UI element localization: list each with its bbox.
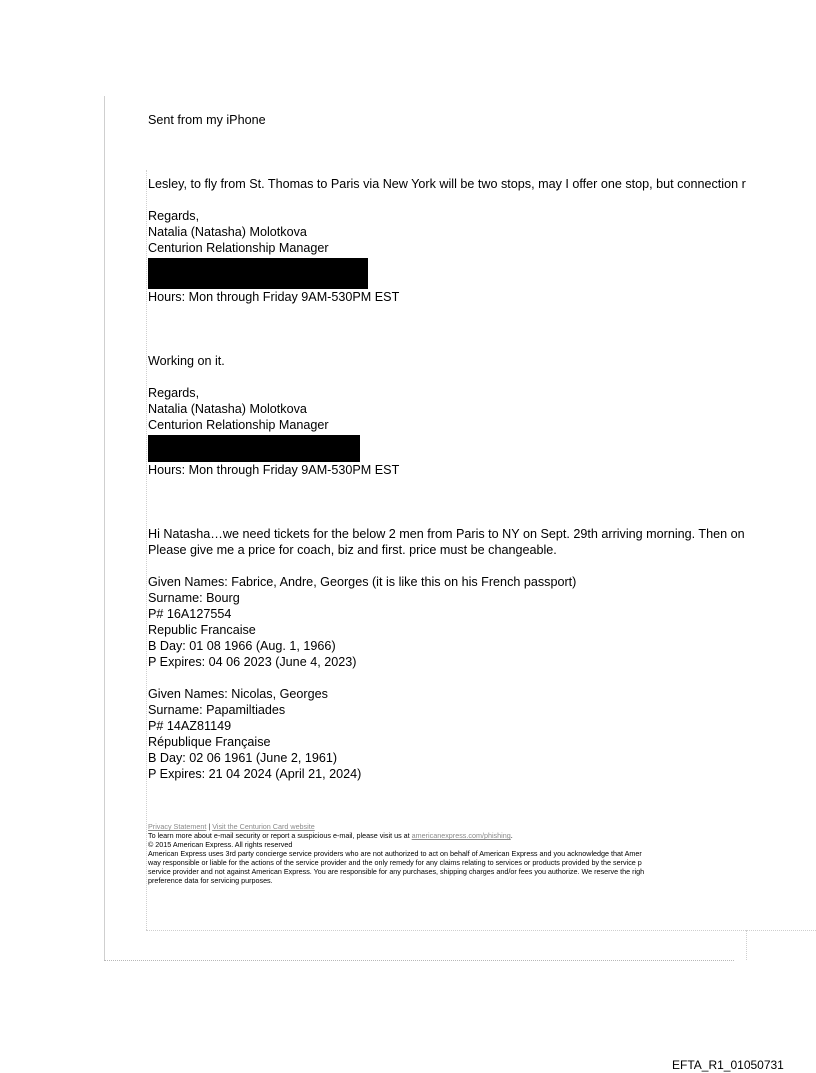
passenger-detail-line: Surname: Papamiltiades — [148, 703, 286, 717]
centurion-website-link[interactable]: Visit the Centurion Card website — [212, 822, 315, 831]
reply-1-hours: Hours: Mon through Friday 9AM-530PM EST — [148, 290, 400, 304]
message-frame-right-border — [746, 930, 747, 960]
page-frame-left-border — [104, 96, 105, 960]
passenger-detail-line: Given Names: Fabrice, Andre, Georges (it is like this on his French passport) — [148, 575, 577, 589]
reply-2-body: Working on it. — [148, 354, 225, 368]
redaction-block — [148, 258, 368, 289]
passenger-detail-line: Surname: Bourg — [148, 591, 240, 605]
reply-2-signature-name: Natalia (Natasha) Molotkova — [148, 402, 307, 416]
reply-1-body: Lesley, to fly from St. Thomas to Paris via New York will be two stops, may I offer one stop, but connection r — [148, 177, 746, 191]
footer-link-separator: | — [208, 822, 211, 831]
reply-1-signature-name: Natalia (Natasha) Molotkova — [148, 225, 307, 239]
passenger-2-details — [148, 686, 816, 782]
email-footer — [148, 822, 816, 885]
email-thread — [148, 112, 816, 782]
passenger-detail-line: P# 16A127554 — [148, 607, 232, 621]
document-id: EFTA_R1_01050731 — [672, 1058, 784, 1072]
disclaimer-line: American Express uses 3rd party concierge service providers who are not authorized to act on behalf of American Express and you acknowledge that Amer — [148, 849, 642, 858]
security-notice — [148, 831, 816, 840]
request-line-1: Hi Natasha…we need tickets for the below 2 men from Paris to NY on Sept. 29th arriving morning. Then on — [148, 527, 745, 541]
reply-1-signature-title: Centurion Relationship Manager — [148, 241, 329, 255]
reply-2-signature-title: Centurion Relationship Manager — [148, 418, 329, 432]
original-request — [148, 526, 816, 782]
disclaimer-line: way responsible or liable for the actions of the service provider and the only remedy for any claims relating to services or products provided by the service p — [148, 858, 642, 867]
sent-from-line: Sent from my iPhone — [148, 113, 266, 127]
privacy-statement-link[interactable]: Privacy Statement — [148, 822, 207, 831]
message-frame-bottom-border — [146, 930, 816, 931]
reply-2-regards: Regards, — [148, 386, 200, 400]
reply-1 — [148, 176, 816, 305]
passenger-detail-line: Given Names: Nicolas, Georges — [148, 687, 328, 701]
reply-2-hours: Hours: Mon through Friday 9AM-530PM EST — [148, 463, 400, 477]
reply-2 — [148, 353, 816, 478]
security-notice-end: . — [510, 831, 513, 840]
passenger-detail-line: P Expires: 04 06 2023 (June 4, 2023) — [148, 655, 357, 669]
phishing-link[interactable]: americanexpress.com/phishing — [411, 831, 511, 840]
copyright-text: © 2015 American Express. All rights reserved — [148, 840, 293, 849]
passenger-1-details — [148, 574, 816, 670]
message-frame-left-border — [146, 170, 147, 930]
redaction-block — [148, 435, 360, 462]
passenger-detail-line: P Expires: 21 04 2024 (April 21, 2024) — [148, 767, 362, 781]
reply-1-regards: Regards, — [148, 209, 200, 223]
page-frame-bottom-border — [104, 960, 734, 961]
passenger-detail-line: B Day: 01 08 1966 (Aug. 1, 1966) — [148, 639, 336, 653]
passenger-detail-line: République Française — [148, 735, 271, 749]
passenger-detail-line: Republic Francaise — [148, 623, 256, 637]
request-line-2: Please give me a price for coach, biz and first. price must be changeable. — [148, 543, 557, 557]
footer-links — [148, 822, 816, 831]
disclaimer-line: service provider and not against American Express. You are responsible for any purchases, shipping charges and/or fees you authorize. We reserve the righ — [148, 867, 645, 876]
security-notice-text: To learn more about e-mail security or report a suspicious e-mail, please visit us at — [148, 831, 412, 840]
passenger-detail-line: B Day: 02 06 1961 (June 2, 1961) — [148, 751, 338, 765]
passenger-detail-line: P# 14AZ81149 — [148, 719, 232, 733]
disclaimer-line: preference data for servicing purposes. — [148, 876, 273, 885]
